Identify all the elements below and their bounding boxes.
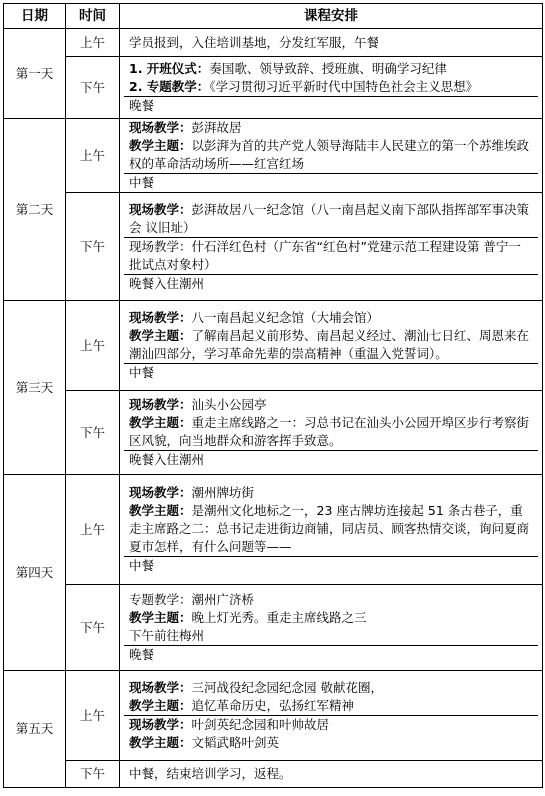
day-label: 第二天: [4, 119, 66, 301]
content-value: 中餐: [129, 175, 155, 190]
content-value: 八一南昌起义纪念馆（大埔会馆）: [191, 310, 380, 325]
content-line: [124, 237, 538, 274]
content-line: [124, 591, 538, 609]
session-content: [120, 671, 543, 761]
content-key: 教学主题：: [129, 735, 192, 750]
content-key: 现场教学：: [129, 201, 192, 217]
content-key: 教学主题：: [129, 610, 192, 625]
content-key: 教学主题：: [129, 138, 192, 153]
content-value: 中餐: [129, 365, 155, 380]
content-value: 以彭湃为首的共产党人领导海陆丰人民建立的第一个苏维埃政权的革命活动场所——红宫红场: [129, 138, 530, 171]
schedule-row: [4, 301, 543, 391]
content-key: 现场教学：: [129, 717, 192, 732]
content-key: 教学主题：: [129, 328, 192, 343]
content-line: [124, 645, 538, 664]
content-key: 现场教学：: [129, 310, 192, 325]
content-value: 奏国歌、领导致辞、授班旗、明确学习纪律: [209, 61, 447, 76]
content-value: 是潮州文化地标之一，23 座古牌坊连接起 51 条古巷子，重走主席路之二：总书记走进街边商铺，同店员、顾客热情交谈，询问夏商夏市怎样，有什么问题等——: [129, 503, 530, 554]
session-time: 下午: [66, 57, 120, 119]
day-label: 第一天: [4, 29, 66, 119]
content-line: [124, 96, 538, 115]
header-content: 课程安排: [120, 4, 543, 29]
content-value: 追忆革命历史，弘扬红军精神: [191, 698, 355, 713]
content-line: [124, 309, 538, 327]
content-line: [124, 60, 538, 78]
content-key: 2. 专题教学：: [129, 79, 210, 94]
content-value: 了解南昌起义前形势、南昌起义经过、潮汕七日红、周恩来在潮汕四部分，学习革命先辈的崇高精神（重温入党誓词）。: [129, 328, 530, 361]
content-value: 彭湃故居: [191, 120, 242, 135]
content-line: [124, 627, 538, 645]
content-key: 现场教学：: [129, 120, 192, 135]
content-line: [124, 78, 538, 96]
session-content: [120, 29, 543, 57]
session-time: 上午: [66, 29, 120, 57]
schedule-row: [4, 761, 543, 788]
session-content: [120, 119, 543, 193]
header-row: [4, 4, 543, 29]
session-content: [120, 193, 543, 301]
content-key: 教学主题：: [129, 415, 192, 430]
session-content: [120, 475, 543, 585]
content-line: [124, 609, 538, 627]
schedule-row: [4, 391, 543, 475]
content-key: 现场教学：: [129, 680, 192, 695]
content-key: 现场教学：: [129, 397, 192, 412]
content-value: 中餐: [129, 558, 155, 573]
content-line: [124, 484, 538, 502]
day-label: 第三天: [4, 301, 66, 475]
session-content: [120, 391, 543, 475]
content-line: [124, 137, 538, 173]
session-time: 上午: [66, 119, 120, 193]
content-key: 现场教学：: [129, 485, 192, 500]
content-value: 晚餐: [129, 647, 155, 662]
content-line: [124, 715, 538, 734]
session-time: 上午: [66, 301, 120, 391]
content-value: 中餐，结束培训学习，返程。: [129, 766, 292, 781]
content-value: 现场教学：什石洋红色村（广东省“红色村”党建示范工程建设第 普宁一批试点对象村）: [129, 238, 521, 272]
session-content: [120, 585, 543, 671]
day-label: 第四天: [4, 475, 66, 671]
session-time: 下午: [66, 391, 120, 475]
content-value: 彭湃故居八一纪念馆（八一南昌起义南下部队指挥部军事决策会 议旧址）: [129, 201, 530, 235]
session-content: [120, 761, 543, 788]
session-content: [120, 57, 543, 119]
schedule-row: [4, 57, 543, 119]
content-value: 汕头小公园亭: [191, 397, 267, 412]
content-value: 潮州牌坊街: [191, 485, 255, 500]
session-time: 下午: [66, 761, 120, 788]
schedule-row: [4, 29, 543, 57]
content-value: 下午前往梅州: [129, 628, 205, 643]
content-line: [124, 679, 538, 697]
content-line: [124, 396, 538, 414]
content-value: 文韬武略叶剑英: [191, 735, 280, 750]
session-time: 上午: [66, 671, 120, 761]
content-value: 重走主席线路之一：习总书记在汕头小公园开埠区步行考察街区风貌，向当地群众和游客挥手致意。: [129, 415, 530, 448]
schedule-table: [3, 3, 543, 788]
session-time: 下午: [66, 585, 120, 671]
content-line: [124, 697, 538, 715]
content-line: [124, 363, 538, 382]
content-line: [124, 556, 538, 575]
content-value: 晚餐入住潮州: [129, 275, 205, 291]
content-value: 学员报到，入住培训基地，分发红军服，午餐: [129, 34, 380, 50]
content-line: [124, 502, 538, 556]
content-line: [124, 119, 538, 137]
content-value: 《学习贯彻习近平新时代中国特色社会主义思想》: [209, 79, 479, 94]
content-key: 1. 开班仪式：: [129, 61, 210, 76]
content-value: 叶剑英纪念园和叶帅故居: [191, 717, 330, 732]
content-line: [124, 327, 538, 363]
session-content: [120, 301, 543, 391]
schedule-body: [4, 29, 543, 788]
content-value: 三河战役纪念园纪念园 敬献花圈，: [191, 680, 383, 695]
content-value: 潮州广济桥: [191, 592, 255, 607]
content-line: [124, 761, 538, 787]
schedule-row: [4, 671, 543, 761]
schedule-row: [4, 119, 543, 193]
day-label: 第五天: [4, 671, 66, 788]
content-line: [124, 274, 538, 293]
schedule-row: [4, 585, 543, 671]
content-line: [124, 173, 538, 192]
content-key: 教学主题：: [129, 698, 192, 713]
content-line: [124, 30, 538, 56]
schedule-row: [4, 193, 543, 301]
content-key: 教学主题：: [129, 503, 192, 518]
schedule-row: [4, 475, 543, 585]
content-key: 专题教学：: [129, 592, 192, 607]
content-value: 晚餐入住潮州: [129, 452, 205, 467]
content-value: 晚上灯光秀。重走主席线路之三: [191, 610, 367, 625]
header-time: 时间: [66, 4, 120, 29]
content-line: [124, 414, 538, 450]
header-date: 日期: [4, 4, 66, 29]
content-line: [124, 450, 538, 469]
content-line: [124, 201, 538, 237]
session-time: 上午: [66, 475, 120, 585]
session-time: 下午: [66, 193, 120, 301]
content-value: 晚餐: [129, 98, 155, 113]
content-line: [124, 734, 538, 752]
